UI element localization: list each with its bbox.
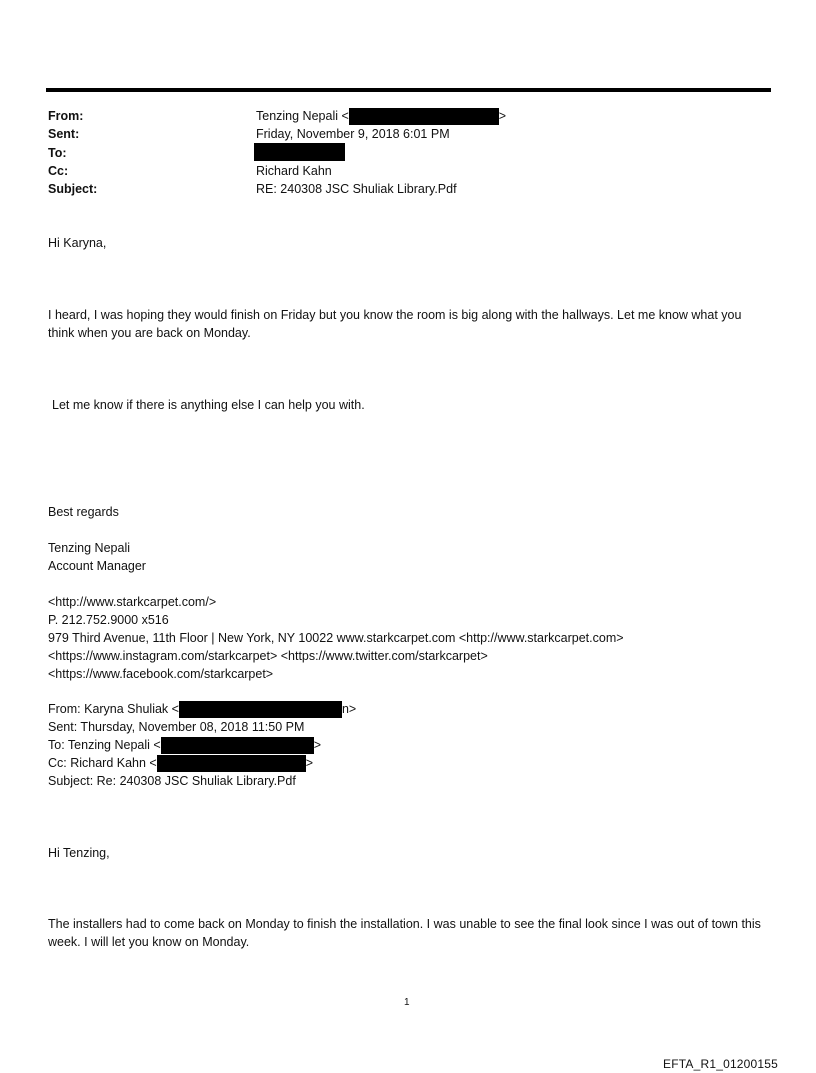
redaction-box <box>179 701 342 718</box>
quoted-from-close: n> <box>341 702 357 716</box>
redaction-box <box>349 108 499 125</box>
cc-label: Cc: <box>48 164 69 178</box>
signature-link[interactable]: <http://www.starkcarpet.com/> <box>48 595 217 609</box>
to-label: To: <box>48 146 67 160</box>
quoted-to-close: > <box>313 738 322 752</box>
header-rule <box>46 88 771 92</box>
body-paragraph-1: I heard, I was hoping they would finish on Friday but you know the room is big along with the hallways. Let me know what you think when you are back on Monday. <box>48 308 742 340</box>
quoted-to <box>48 736 321 754</box>
from-name: Tenzing Nepali < <box>256 109 349 123</box>
signature-name: Tenzing Nepali <box>48 541 130 555</box>
quoted-from <box>48 700 356 718</box>
quoted-paragraph: The installers had to come back on Monday to finish the installation. I was unable to see the final look since I was out of town this week. I will let you know on Monday. <box>48 917 761 949</box>
redaction-box <box>157 755 306 772</box>
signature-phone: P. 212.752.9000 x516 <box>48 613 169 627</box>
subject-value: RE: 240308 JSC Shuliak Library.Pdf <box>256 182 457 196</box>
quoted-cc-close: > <box>305 756 314 770</box>
greeting: Hi Karyna, <box>48 236 107 250</box>
quoted-cc-text: Cc: Richard Kahn < <box>48 756 157 770</box>
quoted-greeting: Hi Tenzing, <box>48 846 110 860</box>
signature-facebook-link[interactable]: <https://www.facebook.com/starkcarpet> <box>48 667 274 681</box>
quoted-sent: Sent: Thursday, November 08, 2018 11:50 PM <box>48 720 305 734</box>
page-number: 1 <box>404 997 410 1008</box>
quoted-subject: Subject: Re: 240308 JSC Shuliak Library.Pdf <box>48 774 296 788</box>
signature-address: 979 Third Avenue, 11th Floor | New York, NY 10022 www.starkcarpet.com <http://www.starkcarpet.com> <box>48 631 624 645</box>
cc-value: Richard Kahn <box>256 164 332 178</box>
quoted-cc <box>48 754 313 772</box>
to-redaction-box <box>254 143 345 161</box>
quoted-from-text: From: Karyna Shuliak < <box>48 702 179 716</box>
signature-title: Account Manager <box>48 559 146 573</box>
sent-label: Sent: <box>48 127 80 141</box>
signature-social-links[interactable]: <https://www.instagram.com/starkcarpet> <https://www.twitter.com/starkcarpet> <box>48 649 488 663</box>
from-value <box>256 107 506 125</box>
quoted-to-text: To: Tenzing Nepali < <box>48 738 161 752</box>
closing: Best regards <box>48 505 119 519</box>
from-label: From: <box>48 109 84 123</box>
sent-value: Friday, November 9, 2018 6:01 PM <box>256 127 450 141</box>
from-close: > <box>498 109 507 123</box>
subject-label: Subject: <box>48 182 98 196</box>
body-paragraph-2: Let me know if there is anything else I can help you with. <box>52 398 365 412</box>
bates-number: EFTA_R1_01200155 <box>663 1057 779 1071</box>
redaction-box <box>161 737 314 754</box>
